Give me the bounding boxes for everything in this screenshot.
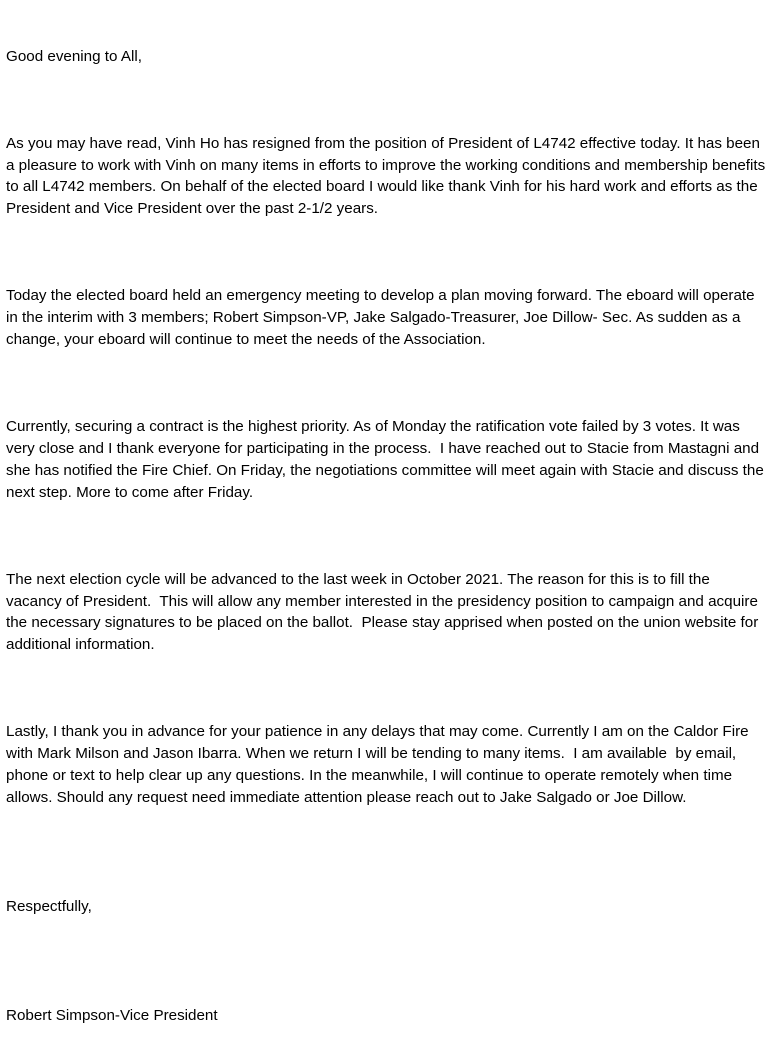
signature: Robert Simpson-Vice President [6,1006,218,1024]
paragraph-closing-remarks: Lastly, I thank you in advance for your patience in any delays that may come. Currently I am on the Caldor Fire with Mark Milson and Jason Ibarra. When we return I will be tending to many items. I am available by email, phone or text to help clear up any questions. In the meanwhile, I will continue to operate remotely when time allows. Should any request need immediate attention please reach out to Jake Salgado or Joe Dillow. [6,723,753,806]
paragraph-eboard-plan: Today the elected board held an emergency meeting to develop a plan moving forward. The eboard will operate in the interim with 3 members; Robert Simpson-VP, Jake Salgado-Treasurer, Joe Dillow- Sec. As sudden as a change, your eboard will continue to meet the needs of the Association. [6,287,759,348]
paragraph-election: The next election cycle will be advanced to the last week in October 2021. The reason for this is to fill the vacancy of President. This will allow any member interested in the presidency position to campaign and acquire the necessary signatures to be placed on the ballot. Please stay apprised when posted on the union website for additional information. [6,570,763,654]
paragraph-contract: Currently, securing a contract is the highest priority. As of Monday the ratification vote failed by 3 votes. It was very close and I thank everyone for participating in the process. I have reached out to Stacie from Mastagni and she has notified the Fire Chief. On Friday, the negotiations committee will meet again with Stacie and discuss the next step. More to come after Friday. [6,418,769,501]
closing: Respectfully, [6,897,92,915]
paragraph-resignation: As you may have read, Vinh Ho has resigned from the position of President of L4742 effective today. It has been a pleasure to work with Vinh on many items in efforts to improve the working conditions and membership benefits to all L4742 members. On behalf of the elected board I would like thank Vinh for his hard work and efforts as the President and Vice President over the past 2-1/2 years. [6,134,766,218]
letter-body [6,2,769,1048]
greeting: Good evening to All, [6,47,142,65]
